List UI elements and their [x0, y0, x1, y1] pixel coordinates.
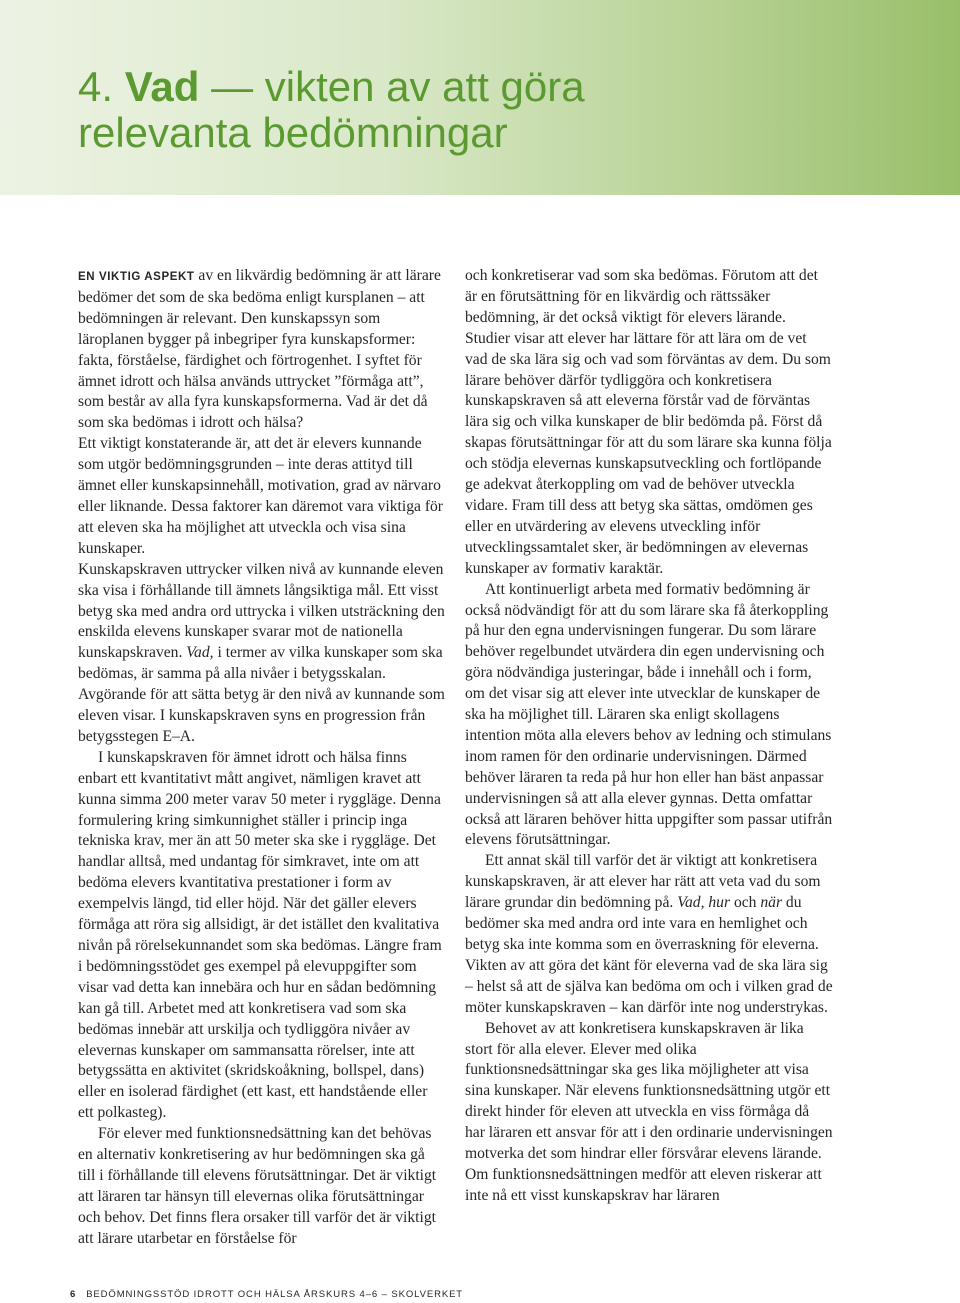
paragraph-text: i termer av vilka kunskaper som ska bedömas, är samma på alla nivåer i betygsskalan. Avgörande för att sätta betyg är den nivå av kunnande som eleven visar. I kunskapskraven syns en progression från betygsstegen E–A. — [78, 644, 445, 745]
paragraph — [78, 560, 446, 748]
paragraph — [465, 851, 833, 1018]
italic-term: när — [760, 894, 783, 912]
paragraph: och konkretiserar vad som ska bedömas. Förutom att det är en förutsättning för en likvärdig och rättssäker bedömning, är det också viktigt för elevers lärande. Studier visar att elever har lättare för att lära om de vet vad de ska lära sig och vad som förväntas av dem. Du som lärare behöver därför tydliggöra och konkretisera kunskapskraven så att eleverna förstår vad de förväntas lära sig och vilka kunskaper de blir bedömda på. Först då skapas förutsättningar för att du som lärare ska kunna följa och stödja elevernas kunskapsutveckling och fortlöpande ge adekvat återkoppling om vad de behöver utveckla vidare. Fram till dess att betyg ska sättas, omdömen ges eller en utvärdering av elevens utveckling inför utvecklingssamtalet sker, är bedömningen av elevernas kunskaper av formativ karaktär. — [465, 267, 832, 577]
paragraph: Ett viktigt konstaterande är, att det är elevers kunnande som utgör bedömningsgrunden – inte deras attityd till ämnet eller kunskapsinnehåll, motivation, grad av närvaro eller liknande. Dessa faktorer kan däremot vara viktiga för att eleven ska ha möjlighet att utveckla och visa sina kunskaper. — [78, 435, 443, 557]
chapter-number: 4. — [78, 63, 114, 110]
chapter-header-band — [0, 0, 960, 195]
running-title: BEDÖMNINGSSTÖD IDROTT OCH HÄLSA ÅRSKURS 4–6 – SKOLVERKET — [86, 1289, 464, 1300]
paragraph-text: av en likvärdig bedömning är att lärare bedömer det som de ska bedöma enligt kursplanen – att bedömningen är relevant. Den kunskapssyn som läroplanen bygger på inbegriper fyra kunskapsformer: fakta, förståelse, färdighet och förtrogenhet. I syftet för ämnet idrott och hälsa används uttrycket ”förmåga att”, som består av alla fyra kunskapsformerna. Vad är det då som ska bedömas i idrott och hälsa? — [78, 267, 441, 432]
chapter-title — [78, 64, 585, 156]
paragraph — [78, 266, 446, 434]
chapter-title-line2: relevanta bedömningar — [78, 109, 508, 156]
italic-term: Vad, hur — [677, 894, 731, 912]
chapter-title-lead: Vad — [124, 63, 200, 110]
italic-term: Vad, — [186, 644, 214, 662]
right-text-column — [465, 266, 833, 1207]
chapter-title-rest: — vikten av att göra — [199, 63, 585, 110]
paragraph: I kunskapskraven för ämnet idrott och hälsa finns enbart ett kvantitativt mått angivet, nämligen kravet att kunna simma 200 meter varav 50 meter i ryggläge. Denna formulering kring simkunnighet ställer i princip inga tekniska krav, mer än att 50 meter ska ske i ryggläge. Det handlar alltså, med undantag för simkravet, inte om att bedöma elevers kvantitativa prestationer i form av exempelvis längd, tid eller höjd. När det gäller elevers förmåga att röra sig allsidigt, är det istället den kvalitativa nivån på rörelsekunnandet som ska bedömas. Längre fram i bedömningsstödet ges exempel på elevuppgifter som visar vad detta kan innebära och hur en sådan bedömning kan gå till. Arbetet med att konkretisera vad som ska bedömas innebär att urskilja och tydliggöra nivåer av elevernas kunskaper om sammansatta rörelser, inte att betygssätta en aktivitet (skridskoåkning, bollspel, dans) eller en isolerad färdighet (ett kast, ett handstående eller ett polkasteg). — [78, 748, 442, 1122]
paragraph: Att kontinuerligt arbeta med formativ bedömning är också nödvändigt för att du som lärare ska få återkoppling på hur den egna undervisningen fungerar. Du som lärare behöver regelbundet utvärdera din egen undervisning och göra nödvändiga justeringar, både i innehåll och i form, om det visar sig att elever inte utvecklar de kunskaper de ska ha möjlighet till. Läraren ska enligt skollagens intention möta alla elevers behov av ledning och stimulans inom ramen för den ordinarie undervisningen. Därmed behöver läraren ta reda på hur hon eller han bäst anpassar undervisningen så att alla elever gynnas. Detta omfattar också att läraren behöver hitta uppgifter som passar utifrån elevens förutsättningar. — [465, 580, 833, 849]
paragraph-text: du bedömer ska med andra ord inte vara en hemlighet och betyg ska inte komma som en överraskning för eleverna. Vikten av att göra det känt för eleverna vad de ska lära sig – helst så att de själva kan bedöma om och i vilken grad de möter kunskapskraven – kan därför inte nog understrykas. — [465, 894, 833, 1016]
paragraph: Behovet av att konkretisera kunskapskraven är lika stort för alla elever. Elever med olika funktionsnedsättningar ska ges lika möjligheter att visa sina kunskaper. När elevens funktionsnedsättning utgör ett direkt hinder för eleven att utveckla en viss förmåga då har läraren ett ansvar för att i den ordinarie undervisningen motverka det som hindrar eller försvårar elevens lärande. Om funktionsnedsättningen medför att eleven riskerar att inte nå ett visst kunskapskrav har läraren — [465, 1019, 833, 1204]
left-text-column — [78, 266, 446, 1250]
paragraph: För elever med funktionsnedsättning kan det behövas en alternativ konkretisering av hur bedömningen ska gå till i förhållande till elevens förutsättningar. Det är viktigt att läraren tar hänsyn till elevernas olika förutsättningar och behov. Det finns flera orsaker till varför det är viktigt att lärare utarbetar en förståelse för — [78, 1125, 437, 1247]
lead-in-caps: EN VIKTIG ASPEKT — [78, 271, 195, 283]
paragraph-text: Kunskapskraven uttrycker vilken nivå av kunnande eleven ska visa i förhållande till ämnets långsiktiga mål. Ett visst betyg ska med andra ord uttrycka i vilken utsträckning den enskilda elevens kunskaper svarar mot de nationella kunskapskraven. — [78, 560, 445, 662]
paragraph-text: och — [730, 894, 761, 912]
paragraph-text: Ett annat skäl till varför det är viktigt att konkretisera kunskapskraven, är att elever har rätt att veta vad du som lärare grundar din bedömning på. — [465, 852, 821, 912]
page-number: 6 — [70, 1289, 77, 1300]
